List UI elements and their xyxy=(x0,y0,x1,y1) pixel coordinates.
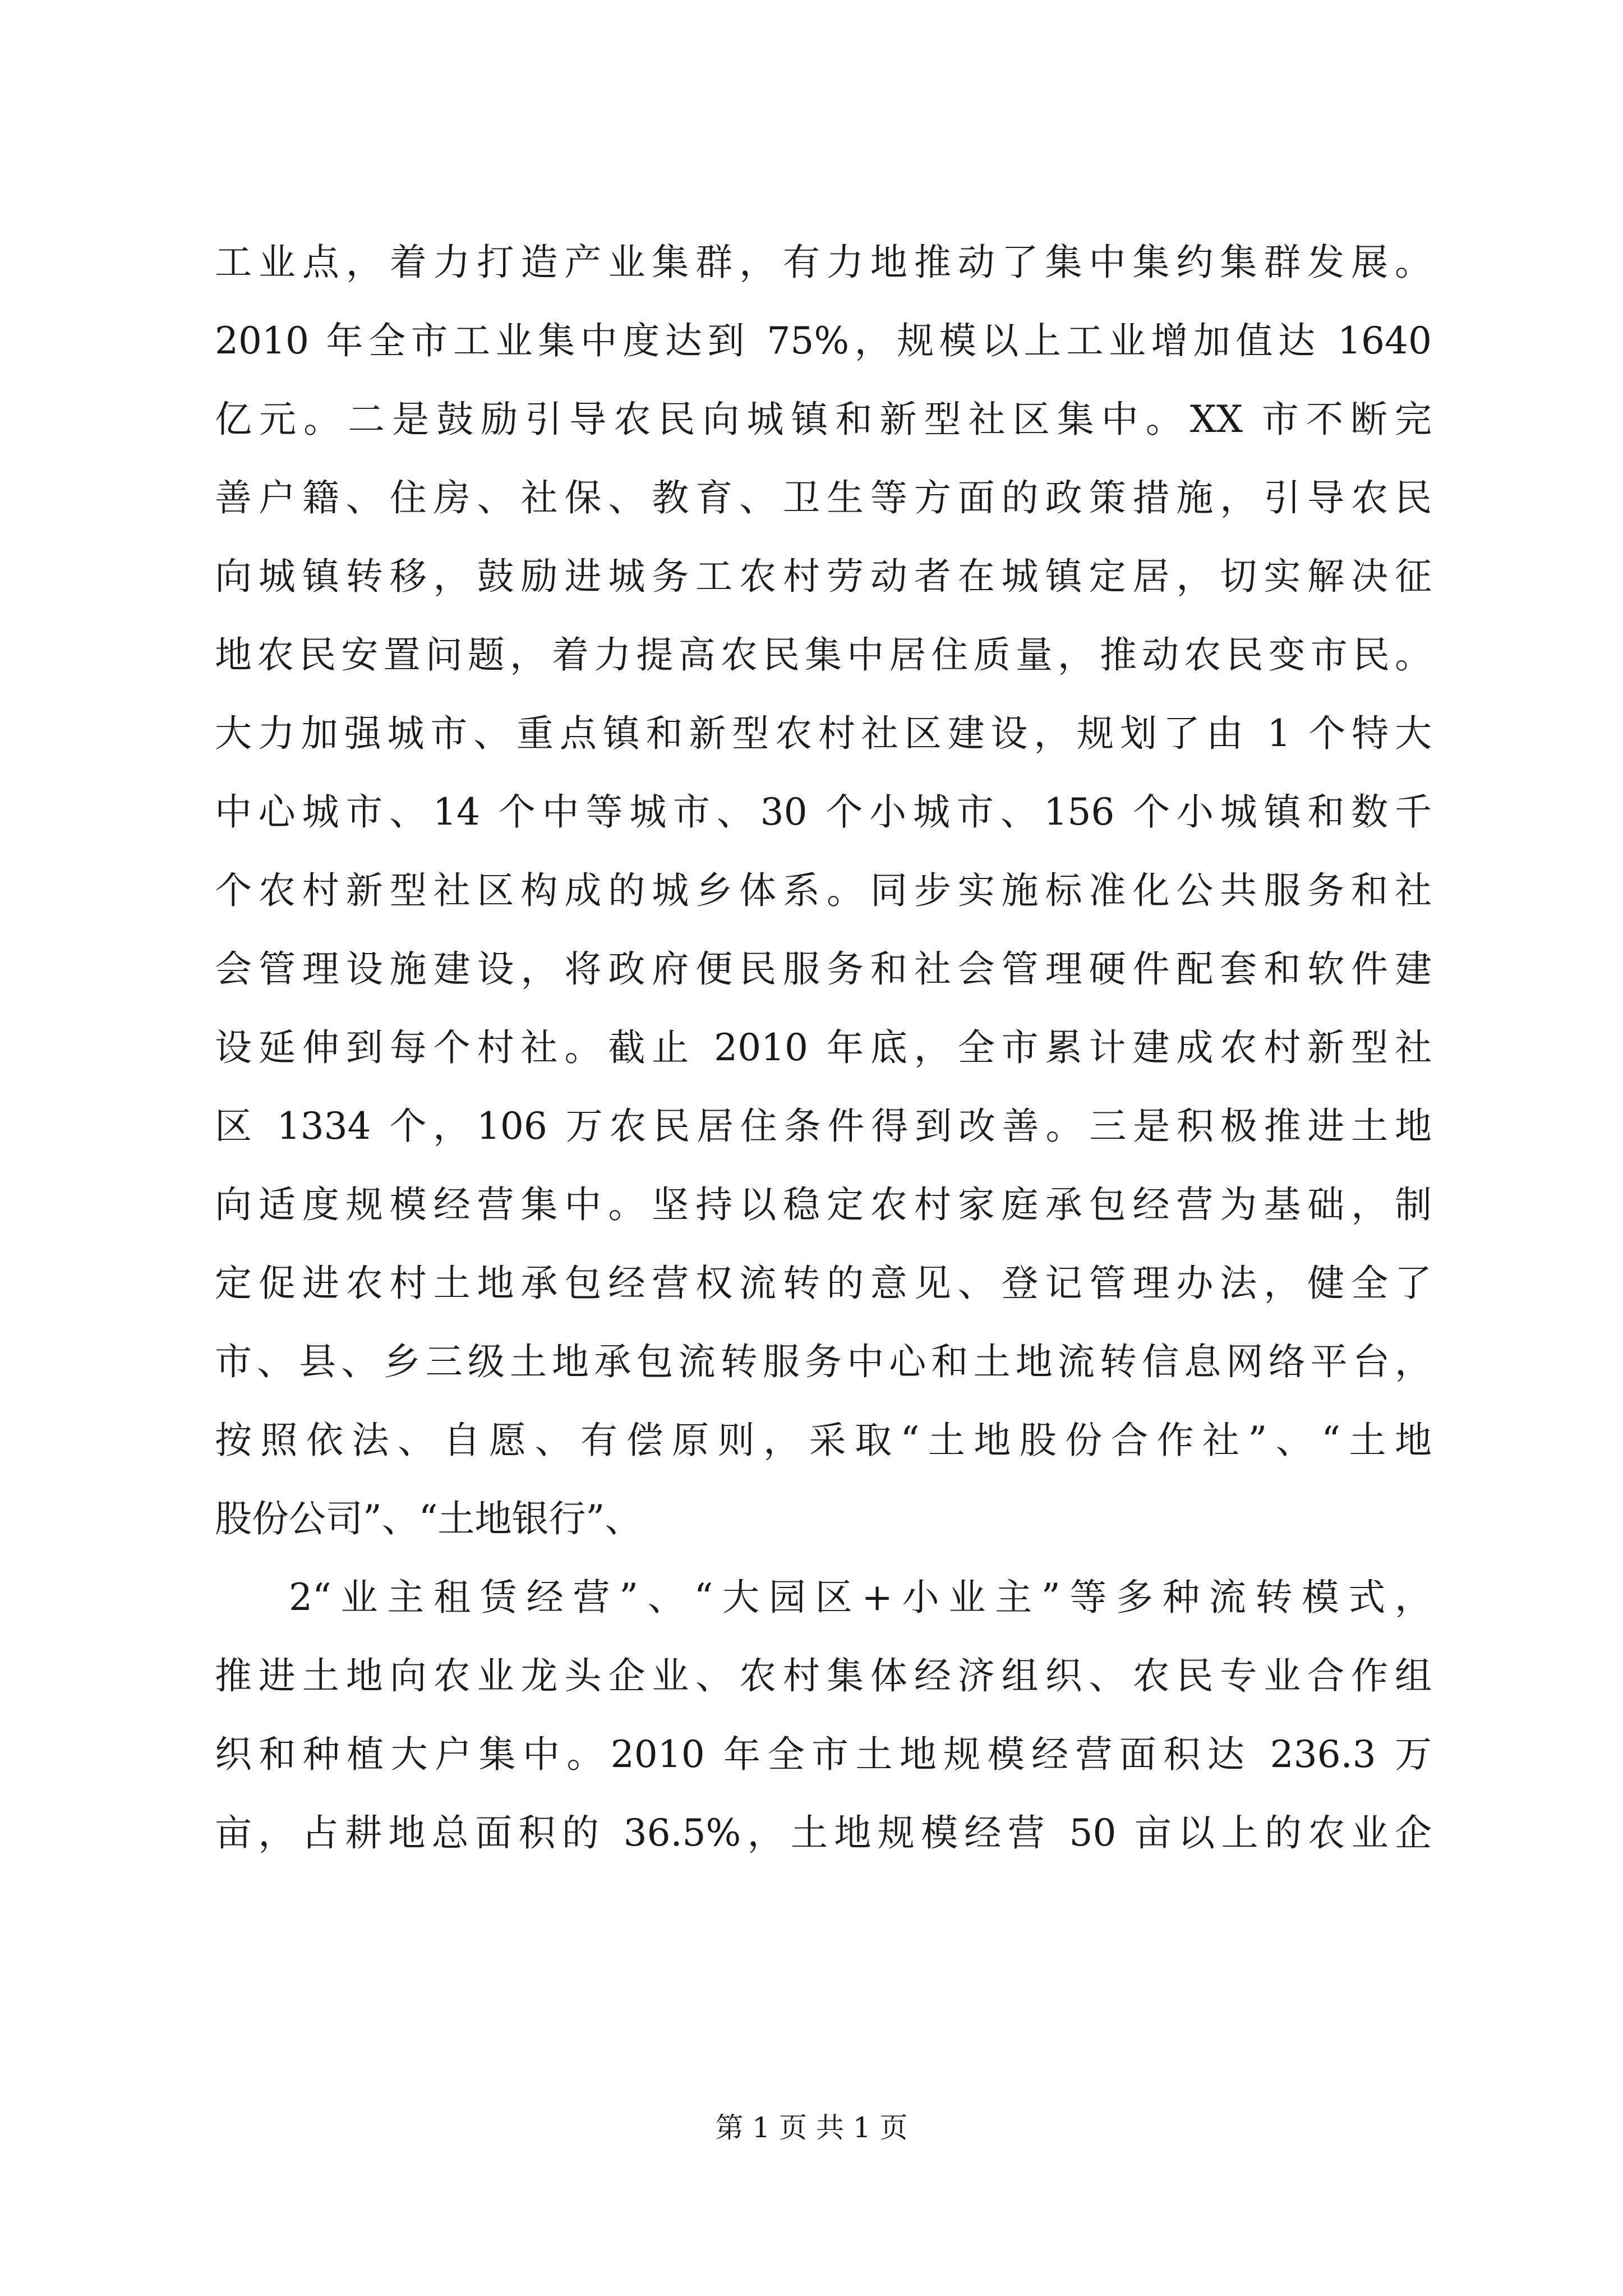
text-line: 向适度规模经营集中。坚持以稳定农村家庭承包经营为基础，制 xyxy=(215,1183,1432,1226)
text-line: 2010 年全市工业集中度达到 75%，规模以上工业增加值达 1640 xyxy=(215,319,1432,362)
page-number-footer: 第 1 页 共 1 页 xyxy=(715,2111,908,2144)
text-line: 大力加强城市、重点镇和新型农村社区建设，规划了由 1 个特大 xyxy=(215,712,1432,755)
text-line: 善户籍、住房、社保、教育、卫生等方面的政策措施，引导农民 xyxy=(215,476,1432,519)
text-line: 织和种植大户集中。2010 年全市土地规模经营面积达 236.3 万 xyxy=(215,1733,1432,1776)
text-line: 2“业主租赁经营”、“大园区+小业主”等多种流转模式， xyxy=(289,1576,1432,1619)
text-line: 推进土地向农业龙头企业、农村集体经济组织、农民专业合作组 xyxy=(215,1654,1432,1697)
text-line: 按照依法、自愿、有偿原则，采取“土地股份合作社”、“土地 xyxy=(215,1419,1432,1462)
text-line: 设延伸到每个村社。截止 2010 年底，全市累计建成农村新型社 xyxy=(215,1026,1432,1069)
text-line: 会管理设施建设，将政府便民服务和社会管理硬件配套和软件建 xyxy=(215,947,1432,991)
text-line: 区 1334 个，106 万农民居住条件得到改善。三是积极推进土地 xyxy=(215,1105,1432,1148)
text-line: 地农民安置问题，着力提高农民集中居住质量，推动农民变市民。 xyxy=(215,633,1432,677)
text-line: 定促进农村土地承包经营权流转的意见、登记管理办法，健全了 xyxy=(215,1262,1432,1305)
text-line: 股份公司”、“土地银行”、 xyxy=(215,1497,642,1540)
text-line: 市、县、乡三级土地承包流转服务中心和土地流转信息网络平台， xyxy=(215,1340,1432,1383)
text-line: 亿元。二是鼓励引导农民向城镇和新型社区集中。XX 市不断完 xyxy=(215,398,1432,441)
text-line: 向城镇转移，鼓励进城务工农村劳动者在城镇定居，切实解决征 xyxy=(215,555,1432,598)
text-line: 亩，占耕地总面积的 36.5%，土地规模经营 50 亩以上的农业企 xyxy=(215,1811,1432,1855)
text-line: 工业点，着力打造产业集群，有力地推动了集中集约集群发展。 xyxy=(215,241,1432,284)
body-text xyxy=(215,223,1432,1872)
text-line: 中心城市、14 个中等城市、30 个小城市、156 个小城镇和数千 xyxy=(215,790,1432,834)
text-line: 个农村新型社区构成的城乡体系。同步实施标准化公共服务和社 xyxy=(215,869,1432,912)
